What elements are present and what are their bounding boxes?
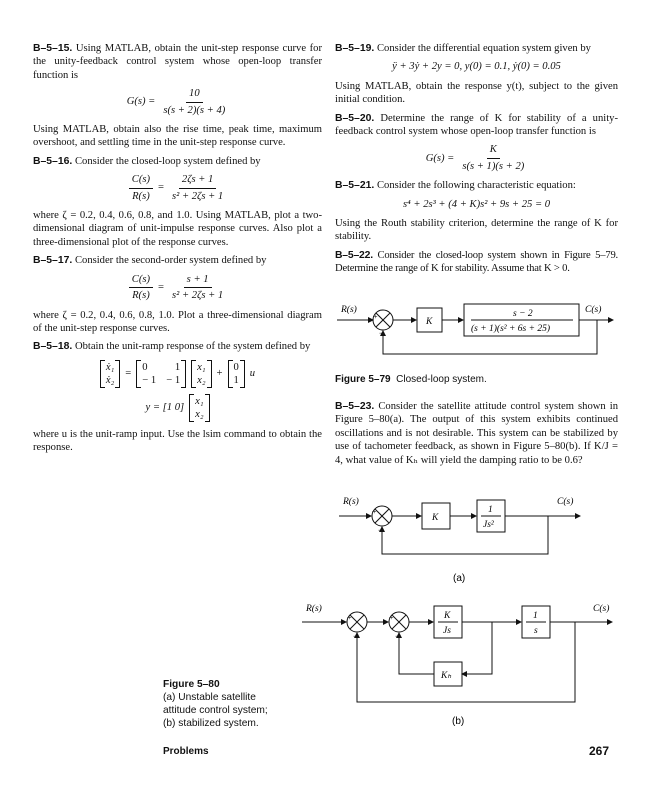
svg-text:Js²: Js² — [483, 520, 494, 530]
plant-numerator: s − 2 — [513, 309, 533, 319]
problem-text: Using MATLAB, obtain the response y(t), subject to the given initial condition. — [335, 80, 618, 106]
svg-text:+: + — [373, 312, 378, 321]
problem-b5-16: B–5–16. Consider the closed-loop system defined by — [33, 155, 261, 167]
svg-text:Kₕ: Kₕ — [441, 671, 452, 681]
problem-b5-22: B–5–22. Consider the closed-loop system shown in Figure 5–79. Determine the range of K for stability. Assume that K > 0. — [335, 249, 618, 275]
figure-5-79-caption: Figure 5–79 Closed-loop system. — [335, 374, 487, 385]
characteristic-equation: s⁴ + 2s³ + (4 + K)s² + 9s + 25 = 0 — [402, 198, 551, 210]
problem-id: B–5–20. — [335, 112, 375, 124]
left-column — [33, 42, 322, 460]
problem-b5-19: B–5–19. Consider the differential equation system given by — [335, 43, 591, 54]
figure-5-80a-diagram — [335, 494, 618, 586]
state-equation: ẋ₁ ẋ₂ = 0 1 − 1 − 1 x₁ x₂ + 0 1 u — [33, 360, 322, 388]
equation-closed-loop: $\frac{C(s)}{R(s)}$ = $\frac{2\zeta s + 1}{\text{s² + 2ζs + 1}}$ — [33, 173, 322, 203]
problem-id: B–5–18. — [33, 341, 73, 353]
svg-text:−: − — [353, 631, 359, 641]
problem-b5-17: B–5–17. Consider the second-order system defined by — [33, 255, 267, 267]
problem-b5-15 — [33, 42, 322, 82]
subfigure-label-a: (a) — [453, 573, 466, 584]
input-label: R(s) — [341, 305, 357, 315]
problem-text: Using MATLAB, obtain the unit-step response curve for the unity-feedback control system whose open-loop transfer function is — [33, 43, 322, 81]
problem-b5-20: B–5–20. Determine the range of K for stability of a unity-feedback control system whose open-loop transfer function is — [335, 112, 618, 138]
problem-b5-18: B–5–18. Obtain the unit-ramp response of the system defined by — [33, 341, 311, 353]
svg-text:−: − — [395, 631, 401, 641]
caption-id: Figure 5–80 — [163, 679, 220, 690]
equation-g-s: G(s) = $\frac{10}{s(s + 2)(s + 4)}$ — [126, 88, 226, 116]
svg-text:−: − — [379, 328, 385, 338]
svg-text:+: + — [372, 507, 377, 516]
footer-section: Problems — [163, 746, 209, 757]
problem-b5-21: B–5–21. Consider the following characteristic equation: — [335, 180, 576, 192]
figure-5-80b-diagram — [300, 600, 618, 728]
problem-id: B–5–21. — [335, 180, 375, 192]
figure-5-80-caption: Figure 5–80 (a) Unstable satellite attitude control system; (b) stabilized system. — [163, 679, 268, 729]
equation-g-s-k: G(s) = $\frac{K}{s(s + 1)(s + 2)}$ — [425, 144, 525, 172]
problem-text: Using the Routh stability criterion, determine the range of K for stability. — [335, 218, 618, 243]
problem-text: Using MATLAB, obtain also the rise time, peak time, maximum overshoot, and settling time in the unit-step response curve. — [33, 124, 322, 149]
output-label: C(s) — [585, 305, 602, 315]
svg-text:+: + — [389, 613, 394, 622]
svg-text:s: s — [534, 626, 538, 636]
output-equation: y = [1 0] x₁ x₂ — [33, 394, 322, 422]
problem-text: where ζ = 0.2, 0.4, 0.6, 0.8, and 1.0. Using MATLAB, plot a two-dimensional diagram of unit-impulse response curves. Also plot a three-dimensional plot of the response curves. — [33, 210, 322, 248]
problem-id: B–5–22. — [335, 249, 373, 261]
problem-text: where u is the unit-ramp input. Use the lsim command to obtain the response. — [33, 428, 322, 454]
gain-label: K — [426, 317, 433, 327]
problem-id: B–5–19. — [335, 43, 375, 54]
subfigure-label-b: (b) — [452, 716, 465, 727]
svg-text:1: 1 — [533, 611, 538, 621]
equation-second-order: $\frac{C(s)}{R(s)}$ = $\frac{s + 1}{\text{s² + 2ζs + 1}}$ — [33, 273, 322, 303]
svg-text:+: + — [347, 613, 352, 622]
svg-text:R(s): R(s) — [343, 497, 359, 507]
svg-text:1: 1 — [488, 505, 493, 515]
svg-text:Js: Js — [443, 626, 451, 636]
svg-text:R(s): R(s) — [306, 604, 322, 614]
plant-denominator: (s + 1)(s² + 6s + 25) — [471, 324, 551, 334]
problem-b5-23: B–5–23. Consider the satellite attitude control system shown in Figure 5–80(a). The output of this system exhibits continued oscillations and is not desirable. This system can be stabilized by use of tachometer feedback, as shown in Figure 5–80(b). If K/J = 4, what value of Kₕ will yield the damping ratio to be 0.6? — [335, 401, 618, 466]
page-number: 267 — [589, 744, 610, 758]
problem-id: B–5–15. — [33, 43, 73, 54]
problem-text: where ζ = 0.2, 0.4, 0.6, 0.8, 1.0. Plot a three-dimensional diagram of the unit-step response curves. — [33, 309, 322, 334]
problem-id: B–5–16. — [33, 155, 73, 167]
svg-text:K: K — [432, 513, 439, 523]
differential-equation: ÿ + 3ẏ + 2y = 0, y(0) = 0.1, ẏ(0) = 0.05 — [392, 61, 561, 73]
figure-5-79-diagram — [335, 300, 618, 372]
right-column — [335, 42, 618, 281]
svg-text:−: − — [378, 525, 384, 535]
svg-text:C(s): C(s) — [557, 497, 574, 507]
svg-text:C(s): C(s) — [593, 604, 610, 614]
problem-id: B–5–17. — [33, 255, 73, 267]
svg-text:K: K — [444, 611, 451, 621]
problem-id: B–5–23. — [335, 401, 375, 412]
